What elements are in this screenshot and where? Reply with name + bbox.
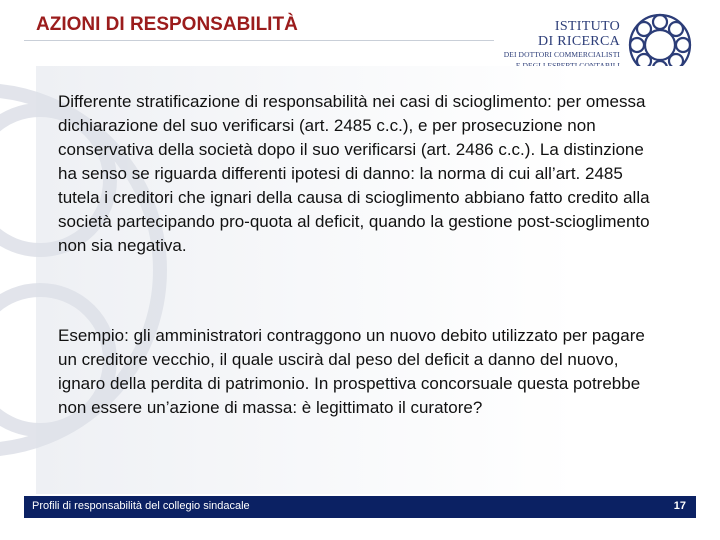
page-number: 17 (673, 500, 686, 512)
logo-text (504, 20, 620, 71)
logo-line-2: DI RICERCA (538, 33, 620, 49)
logo-subtitle-1: DEI DOTTORI COMMERCIALISTI (503, 50, 620, 60)
paragraph-esempio: Esempio: gli amministratori contraggono un nuovo debito utilizzato per pagare un creditore vecchio, il quale uscirà dal peso del deficit a danno del nuovo, ignaro della perdita di patrimonio. In prospettiva concorsuale questa potrebbe non essere un’azione di massa: è legittimato il curatore? (58, 326, 645, 417)
title-divider (24, 40, 494, 41)
logo-line-1: ISTITUTO (554, 19, 620, 34)
slide-title: AZIONI DI RESPONSABILITÀ (36, 14, 298, 35)
footer-bar (24, 496, 696, 518)
footer-title: Profili di responsabilità del collegio sindacale (32, 500, 250, 512)
paragraph-scioglimento: Differente stratificazione di responsabilità nei casi di scioglimento: per omessa dichiarazione del suo verificarsi (art. 2485 c.c.), e per prosecuzione non conservativa della società dopo il suo verificarsi (art. 2486 c.c.). La distinzione ha senso se riguarda differenti ipotesi di danno: la norma di cui all’art. 2485 tutela i creditori che ignari della causa di scioglimento abbiano fatto credito alla società partecipando pro-quota al deficit, quando la gestione post-scioglimento non sia negativa. (58, 92, 650, 255)
